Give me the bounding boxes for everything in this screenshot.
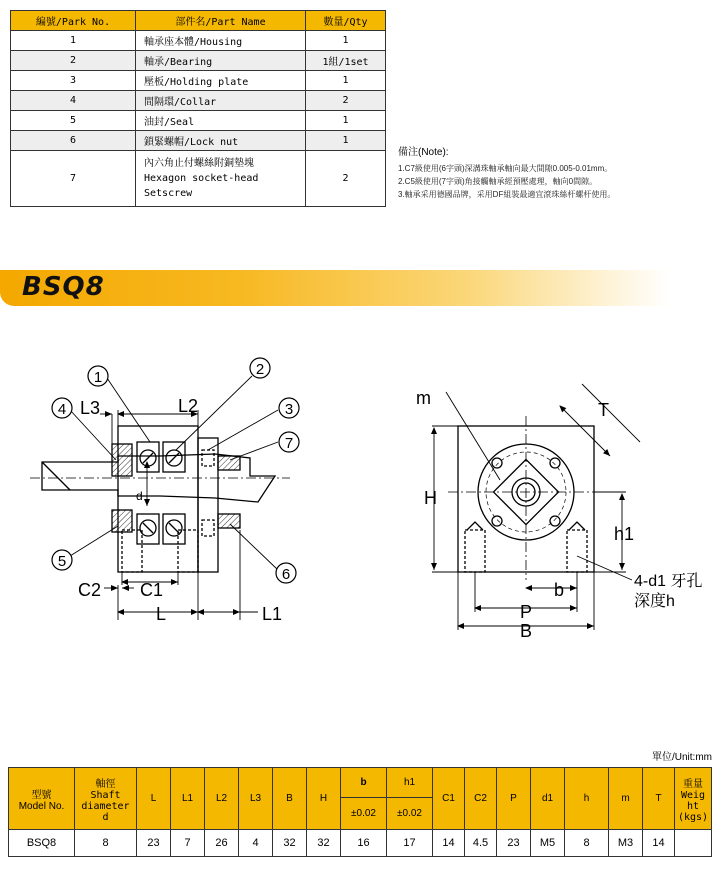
svg-text:3: 3	[284, 401, 294, 418]
cell-h-height: 32	[307, 830, 341, 857]
dim-b: B	[520, 621, 533, 641]
part-no: 6	[11, 131, 136, 151]
dim-h1: h1	[614, 524, 635, 544]
dim-t: T	[598, 400, 609, 420]
table-row	[9, 830, 712, 857]
dim-m: m	[416, 388, 431, 408]
header-l2: L2	[205, 768, 239, 830]
header-part-no: 編號/Park No.	[11, 11, 136, 31]
cell-c1: 14	[433, 830, 465, 857]
header-p: P	[497, 768, 531, 830]
cell-m: M3	[609, 830, 643, 857]
cell-h: 8	[565, 830, 609, 857]
parts-table	[10, 10, 386, 207]
part-no: 2	[11, 51, 136, 71]
part-no: 7	[11, 151, 136, 207]
svg-text:5: 5	[57, 553, 67, 570]
header-d1: d1	[531, 768, 565, 830]
callout-5	[52, 550, 72, 570]
cell-model: BSQ8	[9, 830, 75, 857]
banner-title: BSQ8	[22, 272, 105, 302]
part-qty: 1	[306, 31, 386, 51]
callout-2	[250, 358, 270, 378]
header-b-tolerance: ±0.02	[341, 798, 387, 830]
callout-3	[279, 398, 299, 418]
svg-text:6: 6	[281, 566, 291, 583]
svg-text:2: 2	[255, 361, 265, 378]
part-qty: 1組/1set	[306, 51, 386, 71]
dim-l3: L3	[80, 398, 101, 418]
table-row	[11, 111, 386, 131]
depth-label: 深度h	[634, 593, 675, 610]
note-line: 1.C7級使用(6字頭)深溝珠軸承軸向最大間隙0.005-0.01mm。	[398, 164, 613, 173]
part-qty: 1	[306, 111, 386, 131]
header-model: 型號 Model No.	[9, 768, 75, 830]
cell-c2: 4.5	[465, 830, 497, 857]
svg-text:4: 4	[57, 401, 67, 418]
header-h1-tolerance: ±0.02	[387, 798, 433, 830]
part-no: 5	[11, 111, 136, 131]
part-name-line: Hexagon socket-head	[144, 173, 259, 184]
cell-d1: M5	[531, 830, 565, 857]
spec-header-row	[9, 768, 712, 798]
header-c2: C2	[465, 768, 497, 830]
notes	[398, 143, 716, 201]
header-shaft: 軸徑 Shaft diameter d	[75, 768, 137, 830]
header-t: T	[643, 768, 675, 830]
part-name: 鎖緊螺帽/Lock nut	[136, 131, 306, 151]
spec-table	[8, 767, 712, 857]
dim-h-total: H	[424, 488, 437, 508]
part-name	[136, 151, 306, 207]
dim-l2: L2	[178, 396, 199, 416]
table-row	[11, 91, 386, 111]
svg-text:7: 7	[284, 435, 294, 452]
header-part-name: 部件名/Part Name	[136, 11, 306, 31]
header-c1: C1	[433, 768, 465, 830]
header-m: m	[609, 768, 643, 830]
dim-p: P	[520, 602, 533, 622]
dim-d: d	[136, 489, 143, 503]
part-qty: 2	[306, 151, 386, 207]
model-banner	[0, 270, 670, 306]
svg-text:1: 1	[93, 369, 103, 386]
header-l1: L1	[171, 768, 205, 830]
part-name: 軸承座本體/Housing	[136, 31, 306, 51]
table-row	[11, 71, 386, 91]
part-qty: 1	[306, 131, 386, 151]
dim-c2: C2	[78, 580, 102, 600]
dim-l: L	[156, 604, 167, 624]
dim-c1: C1	[140, 580, 164, 600]
table-row	[11, 151, 386, 207]
parts-table-header	[11, 11, 386, 31]
callout-4	[52, 398, 72, 418]
callout-7	[279, 432, 299, 452]
part-no: 1	[11, 31, 136, 51]
header-h-height: H	[307, 768, 341, 830]
table-row	[11, 51, 386, 71]
cell-p: 23	[497, 830, 531, 857]
header-h: h	[565, 768, 609, 830]
cell-l: 23	[137, 830, 171, 857]
header-b: b	[341, 768, 387, 798]
header-l3: L3	[239, 768, 273, 830]
cell-d: 8	[75, 830, 137, 857]
part-qty: 1	[306, 71, 386, 91]
part-no: 3	[11, 71, 136, 91]
header-weight: 重量 Weig ht (kgs)	[675, 768, 712, 830]
tap-label: 4-d1 牙孔	[634, 573, 703, 590]
note-line: 2.C5級使用(7字頭)角接觸軸承經預壓處理，軸向0間隙。	[398, 177, 598, 186]
cell-h1: 17	[387, 830, 433, 857]
cell-b-width: 32	[273, 830, 307, 857]
part-name: 軸承/Bearing	[136, 51, 306, 71]
header-b-width: B	[273, 768, 307, 830]
header-l: L	[137, 768, 171, 830]
part-name-line: 內六角止付螺絲附銅墊塊	[144, 158, 254, 169]
part-name: 油封/Seal	[136, 111, 306, 131]
part-name: 間隔環/Collar	[136, 91, 306, 111]
cell-weight	[675, 830, 712, 857]
part-no: 4	[11, 91, 136, 111]
table-row	[11, 31, 386, 51]
cell-l3: 4	[239, 830, 273, 857]
table-row	[11, 131, 386, 151]
technical-drawing	[0, 330, 720, 650]
notes-title: 備注(Note):	[398, 147, 449, 158]
part-name: 壓板/Holding plate	[136, 71, 306, 91]
callout-6	[276, 563, 296, 583]
front-view	[432, 384, 640, 630]
cell-l2: 26	[205, 830, 239, 857]
dim-b-small: b	[554, 580, 565, 600]
header-qty: 數量/Qty	[306, 11, 386, 31]
callout-1	[88, 366, 108, 386]
dim-l1: L1	[262, 604, 283, 624]
cell-l1: 7	[171, 830, 205, 857]
unit-label: 單位/Unit:mm	[652, 752, 712, 763]
note-line: 3.軸承采用德國品牌，采用DF組裝最適宜滾珠絲杆螺杆使用。	[398, 190, 616, 199]
part-name-line: Setscrew	[144, 188, 193, 199]
cell-b: 16	[341, 830, 387, 857]
cell-t: 14	[643, 830, 675, 857]
part-qty: 2	[306, 91, 386, 111]
header-h1: h1	[387, 768, 433, 798]
